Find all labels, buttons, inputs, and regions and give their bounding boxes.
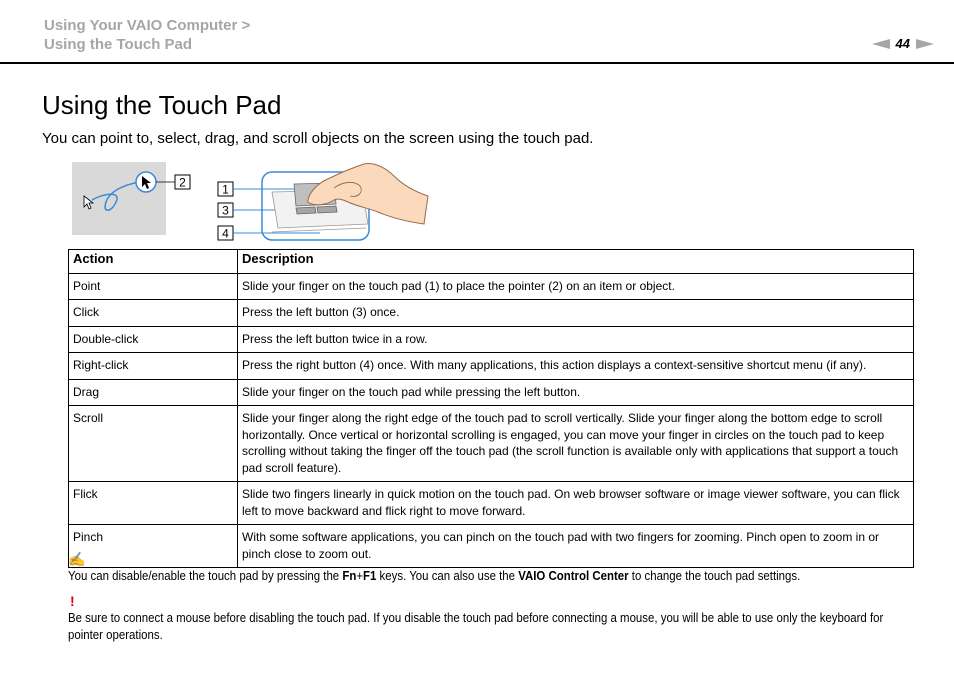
description-cell: Press the right button (4) once. With many applications, this action displays a context-sensitive shortcut menu (if any).	[238, 353, 914, 380]
page-navigation	[872, 36, 934, 51]
description-cell: Press the left button twice in a row.	[238, 326, 914, 353]
callout-2-label: 2	[179, 175, 186, 190]
column-header-action: Action	[69, 250, 238, 274]
table-row	[69, 273, 914, 300]
page-title: Using the Touch Pad	[42, 90, 282, 120]
table-row	[69, 379, 914, 406]
breadcrumb	[44, 16, 250, 54]
table-header-row	[69, 250, 914, 274]
callout-3-label: 3	[222, 203, 229, 218]
action-cell: Click	[69, 300, 238, 327]
header-divider	[0, 62, 954, 64]
table-row	[69, 353, 914, 380]
key-plus: +	[356, 568, 364, 583]
column-header-description: Description	[238, 250, 914, 274]
table-row	[69, 300, 914, 327]
right-button	[317, 206, 337, 213]
intro-paragraph: You can point to, select, drag, and scroll objects on the screen using the touch pad.	[42, 130, 594, 147]
callout-1-label: 1	[222, 182, 229, 197]
touch-pad-illustration	[72, 162, 432, 244]
page-number: 44	[895, 36, 910, 51]
key-fn: Fn	[342, 568, 357, 583]
table-row	[69, 326, 914, 353]
action-cell: Drag	[69, 379, 238, 406]
previous-page-arrow-icon[interactable]	[872, 39, 890, 49]
key-f1: F1	[363, 568, 377, 583]
description-cell: Press the left button (3) once.	[238, 300, 914, 327]
note-text-after: to change the touch pad settings.	[628, 568, 801, 583]
description-cell: Slide your finger on the touch pad (1) to place the pointer (2) on an item or object.	[238, 273, 914, 300]
action-cell: Right-click	[69, 353, 238, 380]
next-page-arrow-icon[interactable]	[916, 39, 934, 49]
note-text-before: You can disable/enable the touch pad by pressing the	[68, 568, 343, 583]
description-cell: With some software applications, you can pinch on the touch pad with two fingers for zooming. Pinch open to zoom in or pinch close to zoom out.	[238, 525, 914, 568]
description-cell: Slide two fingers linearly in quick motion on the touch pad. On web browser software or image viewer software, you can flick left to move backward and flick right to move forward.	[238, 482, 914, 525]
breadcrumb-current: Using the Touch Pad	[44, 36, 193, 53]
warning-icon: !	[70, 593, 75, 609]
action-cell: Pinch	[69, 525, 238, 568]
warning-text: Be sure to connect a mouse before disabling the touch pad. If you disable the touch pad before connecting a mouse, you will be able to use only the keyboard for pointer operations.	[68, 610, 884, 642]
app-name: VAIO Control Center	[518, 568, 629, 583]
touch-pad-actions-table	[68, 249, 914, 568]
action-cell: Flick	[69, 482, 238, 525]
action-cell: Double-click	[69, 326, 238, 353]
breadcrumb-parent-link[interactable]: Using Your VAIO Computer >	[44, 17, 251, 34]
table-row	[69, 525, 914, 568]
description-cell: Slide your finger along the right edge of the touch pad to scroll vertically. Slide your finger along the bottom edge to scroll horizontally. Once vertical or horizontal scrolling is engaged, you can move your finger in circles on the touch pad to keep scrolling without taking the finger off the touch pad (the scroll function is available only with applications that support a touch pad scroll feature).	[238, 406, 914, 482]
note-text-middle: keys. You can also use the	[376, 568, 519, 583]
left-button	[296, 207, 316, 214]
callout-4-label: 4	[222, 226, 229, 241]
palm-rest-edge	[272, 228, 366, 232]
table-row	[69, 406, 914, 482]
pencil-note-icon: ✍	[68, 551, 86, 567]
action-cell: Scroll	[69, 406, 238, 482]
note-text	[68, 567, 816, 584]
description-cell: Slide your finger on the touch pad while pressing the left button.	[238, 379, 914, 406]
table-row	[69, 482, 914, 525]
action-cell: Point	[69, 273, 238, 300]
